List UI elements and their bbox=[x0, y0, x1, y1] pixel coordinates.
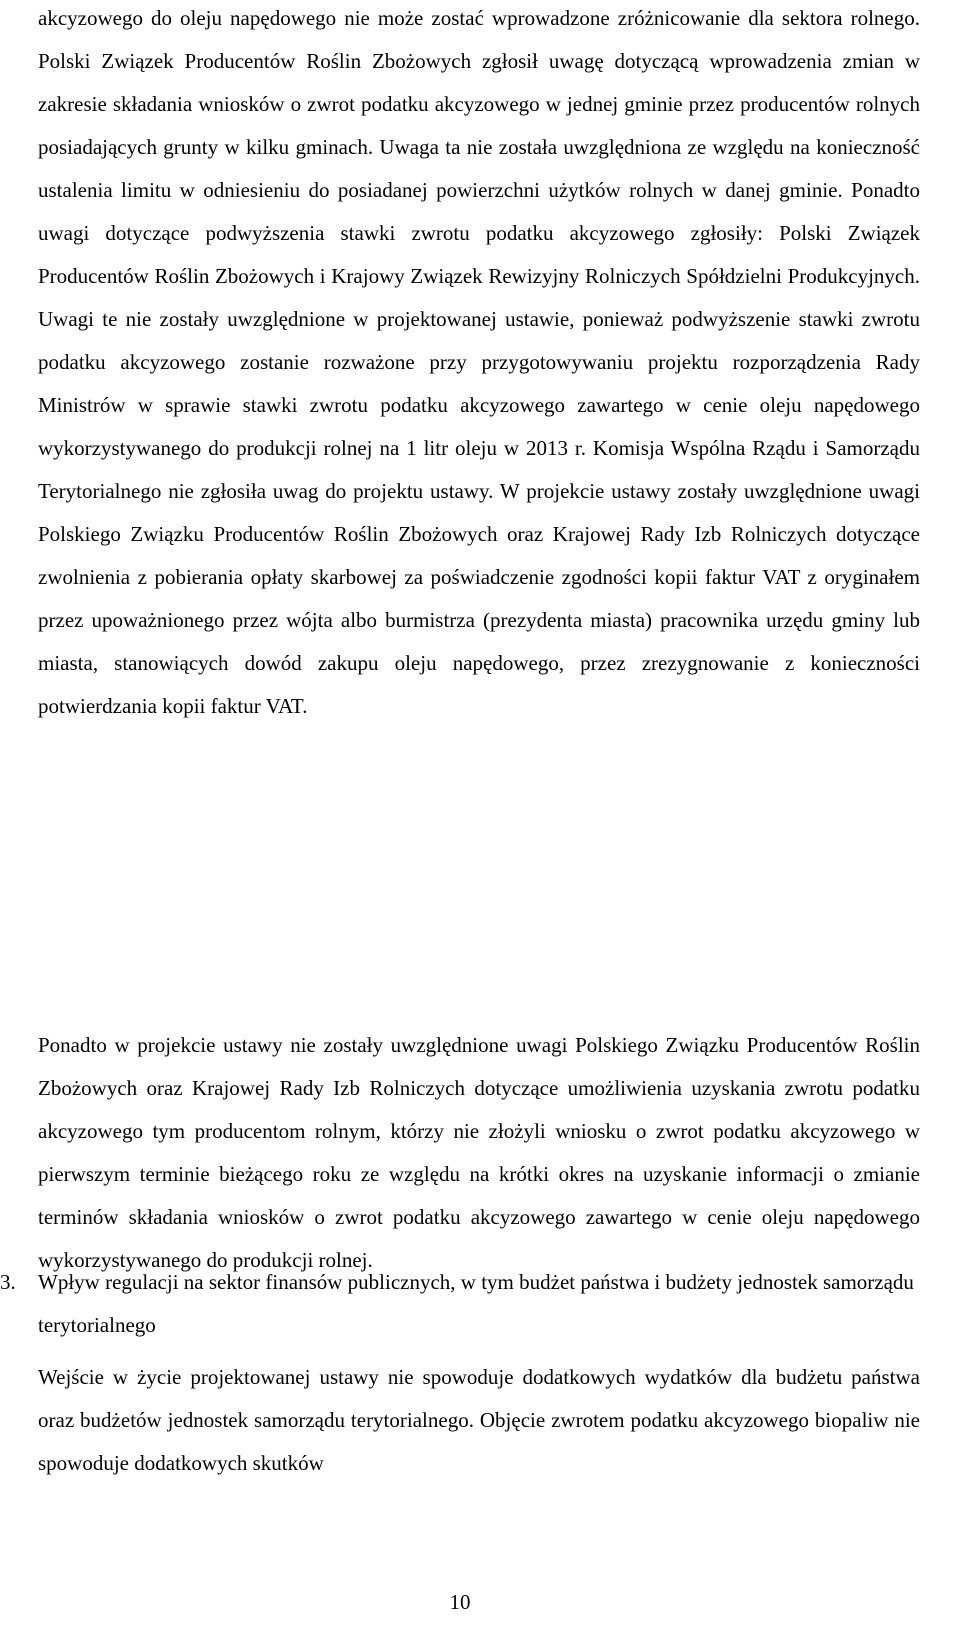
section-number: 3. bbox=[0, 1270, 16, 1294]
section-heading bbox=[0, 1261, 920, 1347]
paragraph-unaccepted-remarks: Ponadto w projekcie ustawy nie zostały uwzględnione uwagi Polskiego Związku Producentów Roślin Zbożowych oraz Krajowej Rady Izb Rolniczych dotyczące umożliwienia uzyskania zwrotu podatku akcyzowego tym producentom rolnym, którzy nie złożyli wniosku o zwrot podatku akcyzowego w pierwszym terminie bieżącego roku ze względu na krótki okres na uzyskanie informacji o zmianie terminów składania wniosków o zwrot podatku akcyzowego zawartego w cenie oleju napędowego wykorzystywanego do produkcji rolnej. bbox=[38, 1033, 920, 1272]
page-number: 10 bbox=[449, 1590, 471, 1614]
paragraph-consultation-remarks: akcyzowego do oleju napędowego nie może zostać wprowadzone zróżnicowanie dla sektora rolnego. Polski Związek Producentów Roślin Zbożowych zgłosił uwagę dotyczącą wprowadzenia zmian w zakresie składania wniosków o zwrot podatku akcyzowego w jednej gminie przez producentów rolnych posiadających grunty w kilku gminach. Uwaga ta nie została uwzględniona ze względu na konieczność ustalenia limitu w odniesieniu do posiadanej powierzchni użytków rolnych w danej gminie. Ponadto uwagi dotyczące podwyższenia stawki zwrotu podatku akcyzowego zgłosiły: Polski Związek Producentów Roślin Zbożowych i Krajowy Związek Rewizyjny Rolniczych Spółdzielni Produkcyjnych. Uwagi te nie zostały uwzględnione w projektowanej ustawie, ponieważ podwyższenie stawki zwrotu podatku akcyzowego zostanie rozważone przy przygotowywaniu projektu rozporządzenia Rady Ministrów w sprawie stawki zwrotu podatku akcyzowego zawartego w cenie oleju napędowego wykorzystywanego do produkcji rolnej na 1 litr oleju w 2013 r. Komisja Wspólna Rządu i Samorządu Terytorialnego nie zgłosiła uwag do projektu ustawy. W projekcie ustawy zostały uwzględnione uwagi Polskiego Związku Producentów Roślin Zbożowych oraz Krajowej Rady Izb Rolniczych dotyczące zwolnienia z pobierania opłaty skarbowej za poświadczenie zgodności kopii faktur VAT z oryginałem przez upoważnionego przez wójta albo burmistrza (prezydenta miasta) pracownika urzędu gminy lub miasta, stanowiących dowód zakupu oleju napędowego, przez zrezygnowanie z konieczności potwierdzania kopii faktur VAT. bbox=[38, 6, 920, 718]
section-title: Wpływ regulacji na sektor finansów publicznych, w tym budżet państwa i budżety jednostek samorządu terytorialnego bbox=[38, 1270, 914, 1337]
paragraph-budget-impact: Wejście w życie projektowanej ustawy nie spowoduje dodatkowych wydatków dla budżetu państwa oraz budżetów jednostek samorządu terytorialnego. Objęcie zwrotem podatku akcyzowego biopaliw nie spowoduje dodatkowych skutków bbox=[38, 1365, 920, 1475]
